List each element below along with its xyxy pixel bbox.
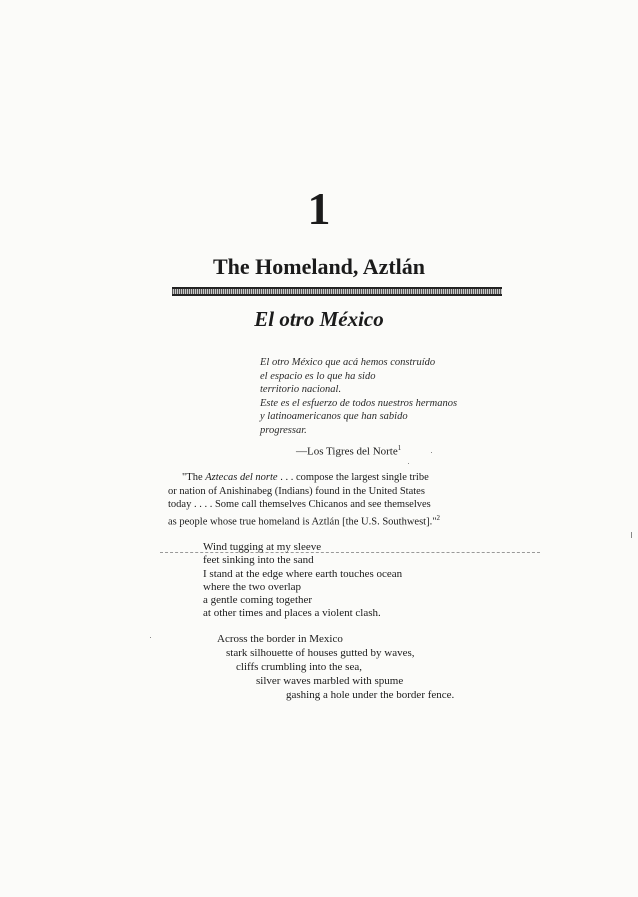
block-quote — [168, 471, 502, 529]
epigraph-attribution — [296, 444, 401, 458]
poem-line: I stand at the edge where earth touches ocean — [203, 567, 403, 580]
epigraph-line: Este es el esfuerzo de todos nuestros hermanos — [260, 397, 458, 409]
quote-text: as people whose true homeland is Aztlán [the U.S. Southwest]." — [168, 516, 437, 528]
epigraph-line: y latinoamericanos que han sabido — [260, 411, 408, 423]
quote-italic: Aztecas del norte — [205, 472, 278, 483]
poem-line: silver waves marbled with spume — [256, 675, 404, 687]
epigraph-line: el espacio es lo que ha sido — [260, 370, 376, 382]
poem-line: at other times and places a violent clash. — [203, 607, 381, 620]
epigraph — [260, 356, 457, 438]
chapter-number: 1 — [307, 183, 331, 234]
footnote-marker: 1 — [397, 444, 402, 452]
section-title: El otro México — [254, 307, 384, 331]
poem-stanza-1 — [203, 541, 402, 621]
scan-speck — [408, 463, 409, 464]
poem-line: Wind tugging at my sleeve — [203, 541, 322, 553]
scan-speck — [150, 637, 151, 638]
footnote-marker: 2 — [436, 514, 440, 523]
poem-line: feet sinking into the sand — [203, 554, 314, 567]
poem-line: a gentle coming together — [203, 594, 313, 607]
poem-line: gashing a hole under the border fence. — [286, 689, 455, 701]
poem-line: cliffs crumbling into the sea, — [236, 661, 362, 673]
poem-line: Across the border in Mexico — [217, 633, 343, 645]
epigraph-line: territorio nacional. — [260, 384, 342, 396]
poem-line: where the two overlap — [203, 580, 302, 593]
chapter-title: The Homeland, Aztlán — [212, 254, 426, 279]
epigraph-line: El otro México que acá hemos construído — [260, 357, 436, 368]
quote-text: . . . compose the largest single tribe — [277, 472, 429, 483]
poem-line: stark silhouette of houses gutted by waves, — [226, 647, 415, 659]
quote-line — [168, 512, 502, 529]
quote-line — [168, 471, 502, 485]
quote-open: "The — [182, 472, 206, 483]
title-rule — [172, 287, 502, 296]
scan-speck — [631, 532, 632, 538]
scan-speck — [431, 452, 432, 453]
quote-line: or nation of Anishinabeg (Indians) found in the United States — [168, 485, 425, 497]
attribution-text: —Los Tigres del Norte — [296, 445, 398, 458]
epigraph-line: progressar. — [260, 424, 307, 436]
quote-line: today . . . . Some call themselves Chicanos and see themselves — [168, 499, 431, 511]
